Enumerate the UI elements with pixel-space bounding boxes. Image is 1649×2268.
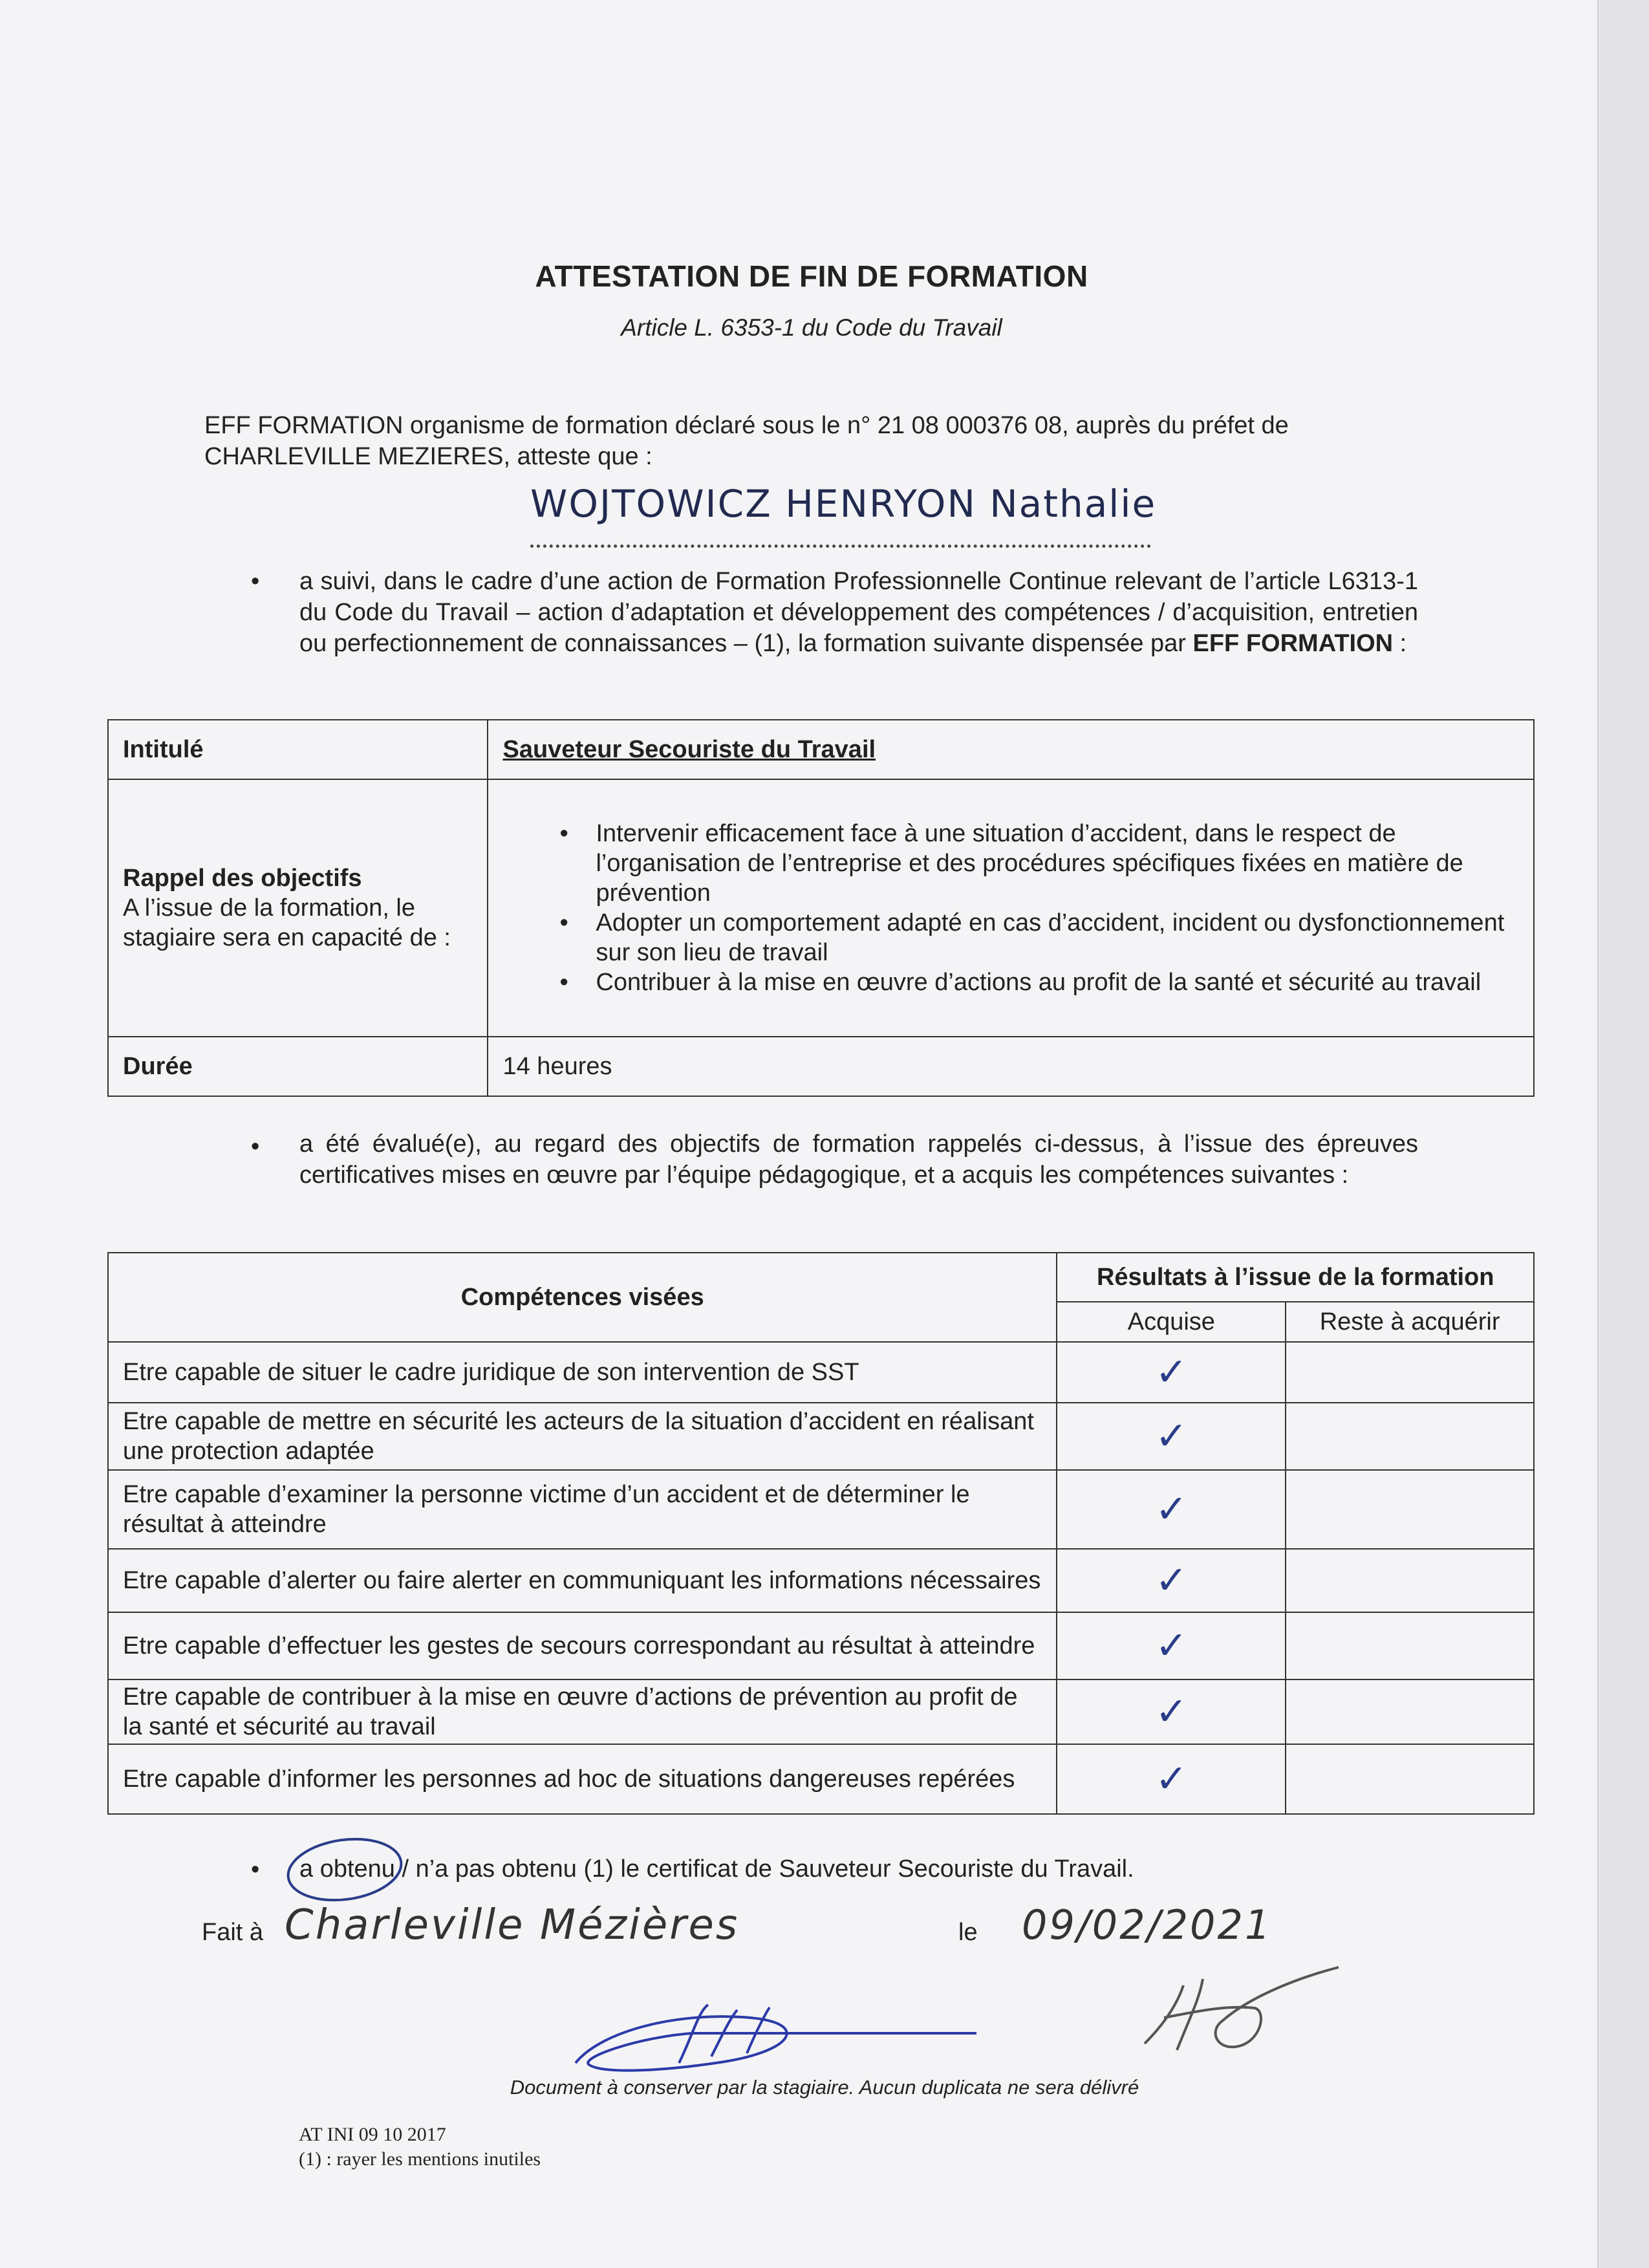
reste-cell — [1286, 1342, 1534, 1403]
competence-label: Etre capable de mettre en sécurité les acteurs de la situation d’accident en réalisant une protection adaptée — [108, 1403, 1057, 1470]
certificate-rest: / n’a pas obtenu (1) le certificat de Sauveteur Secouriste du Travail. — [394, 1855, 1134, 1883]
acquise-check: ✓ — [1057, 1403, 1286, 1470]
footer-ref: AT INI 09 10 2017 — [299, 2124, 446, 2145]
competence-row — [108, 1470, 1534, 1549]
acquise-check: ✓ — [1057, 1549, 1286, 1612]
acquise-check: ✓ — [1057, 1679, 1286, 1744]
trainer-signature — [1138, 1960, 1345, 2069]
reste-cell — [1286, 1612, 1534, 1679]
certificate-obtained-text: a obtenu — [299, 1855, 395, 1883]
objectif-item: • Adopter un comportement adapté en cas d’accident, incident ou dysfonctionnement sur son lieu de travail — [596, 908, 1519, 967]
competence-row — [108, 1744, 1534, 1814]
competence-row — [108, 1549, 1534, 1612]
certificate-obtained — [299, 1855, 395, 1883]
objectifs-sub: A l’issue de la formation, le stagiaire sera en capacité de : — [123, 894, 451, 951]
competences-table — [107, 1252, 1535, 1815]
footer-note: (1) : rayer les mentions inutiles — [299, 2148, 541, 2170]
objectifs-label: Rappel des objectifs — [123, 865, 362, 892]
bullet-3: • — [251, 1856, 260, 1883]
training-org: EFF FORMATION — [1192, 630, 1394, 657]
objectifs-list — [559, 819, 1519, 997]
reste-cell — [1286, 1744, 1534, 1814]
col-competences: Compétences visées — [108, 1253, 1057, 1342]
training-row-objectifs — [108, 779, 1534, 1037]
handwritten-circle — [285, 1837, 415, 1905]
competence-label: Etre capable d’examiner la personne victime d’un accident et de déterminer le résultat à atteindre — [108, 1470, 1057, 1549]
competence-label: Etre capable d’effectuer les gestes de secours correspondant au résultat à atteindre — [108, 1612, 1057, 1679]
trainee-signature — [563, 1992, 989, 2082]
reste-cell — [1286, 1549, 1534, 1612]
reste-cell — [1286, 1470, 1534, 1549]
training-row-duree — [108, 1037, 1534, 1096]
competence-label: Etre capable de situer le cadre juridique de son intervention de SST — [108, 1342, 1057, 1403]
objectifs-list-cell — [488, 779, 1534, 1037]
fait-label: Fait à — [202, 1919, 264, 1946]
col-resultats: Résultats à l’issue de la formation — [1057, 1253, 1534, 1302]
bullet-1: • — [251, 568, 260, 595]
competence-row — [108, 1403, 1534, 1470]
duree-label: Durée — [108, 1037, 488, 1096]
objectifs-label-cell — [108, 779, 488, 1037]
certificate-line — [299, 1853, 1463, 1885]
place-handwritten: Charleville Mézières — [285, 1901, 740, 1949]
footer-notice: Document à conserver par la stagiaire. Aucun duplicata ne sera délivré — [510, 2076, 1139, 2099]
date-handwritten: 09/02/2021 — [1022, 1901, 1273, 1949]
competence-label: Etre capable de contribuer à la mise en œuvre d’actions de prévention au profit de la santé et sécurité au travail — [108, 1679, 1057, 1744]
col-reste: Reste à acquérir — [1286, 1302, 1534, 1342]
duree-value: 14 heures — [488, 1037, 1534, 1096]
trainee-name-handwritten: WOJTOWICZ HENRYON Nathalie — [530, 482, 1157, 526]
acquise-check: ✓ — [1057, 1470, 1286, 1549]
evaluation-paragraph: a été évalué(e), au regard des objectifs de formation rappelés ci-dessus, à l’issue des épreuves certificatives mises en œuvre par l’équipe pédagogique, et a acquis les compétences suivantes : — [299, 1130, 1418, 1189]
training-paragraph — [299, 566, 1418, 659]
intitule-label: Intitulé — [108, 720, 488, 779]
acquise-check: ✓ — [1057, 1612, 1286, 1679]
competence-row — [108, 1612, 1534, 1679]
training-row-intitule — [108, 720, 1534, 779]
competence-label: Etre capable d’alerter ou faire alerter en communiquant les informations nécessaires — [108, 1549, 1057, 1612]
document-subtitle: Article L. 6353-1 du Code du Travail — [621, 314, 1002, 341]
intro-paragraph: EFF FORMATION organisme de formation déclaré sous le n° 21 08 000376 08, auprès du préfet de CHARLEVILLE MEZIERES, atteste que : — [204, 412, 1289, 470]
training-paragraph-end: : — [1393, 630, 1407, 657]
document-title: ATTESTATION DE FIN DE FORMATION — [535, 259, 1088, 293]
objectif-item: • Intervenir efficacement face à une situation d’accident, dans le respect de l’organisation de l’entreprise et des procédures spécifiques fixées en matière de prévention — [596, 819, 1519, 908]
objectif-item: • Contribuer à la mise en œuvre d’actions au profit de la santé et sécurité au travail — [596, 967, 1519, 997]
competence-row — [108, 1679, 1534, 1744]
bullet-2: • — [251, 1133, 260, 1160]
reste-cell — [1286, 1679, 1534, 1744]
acquise-check: ✓ — [1057, 1744, 1286, 1814]
intitule-value: Sauveteur Secouriste du Travail — [488, 720, 1534, 779]
competence-label: Etre capable d’informer les personnes ad hoc de situations dangereuses repérées — [108, 1744, 1057, 1814]
acquise-check: ✓ — [1057, 1342, 1286, 1403]
le-label: le — [958, 1919, 978, 1946]
col-acquise: Acquise — [1057, 1302, 1286, 1342]
name-dotted-line — [530, 545, 1151, 548]
training-table — [107, 719, 1535, 1097]
competences-header-row — [108, 1253, 1534, 1302]
competence-row — [108, 1342, 1534, 1403]
reste-cell — [1286, 1403, 1534, 1470]
training-paragraph-text: a suivi, dans le cadre d’une action de Formation Professionnelle Continue relevant de l’article L6313-1 du Code du Travail – action d’adaptation et développement des compétences / d’acquisition, entretien ou perfectionnement de connaissances – (1), la formation suivante dispensée par — [299, 568, 1418, 657]
